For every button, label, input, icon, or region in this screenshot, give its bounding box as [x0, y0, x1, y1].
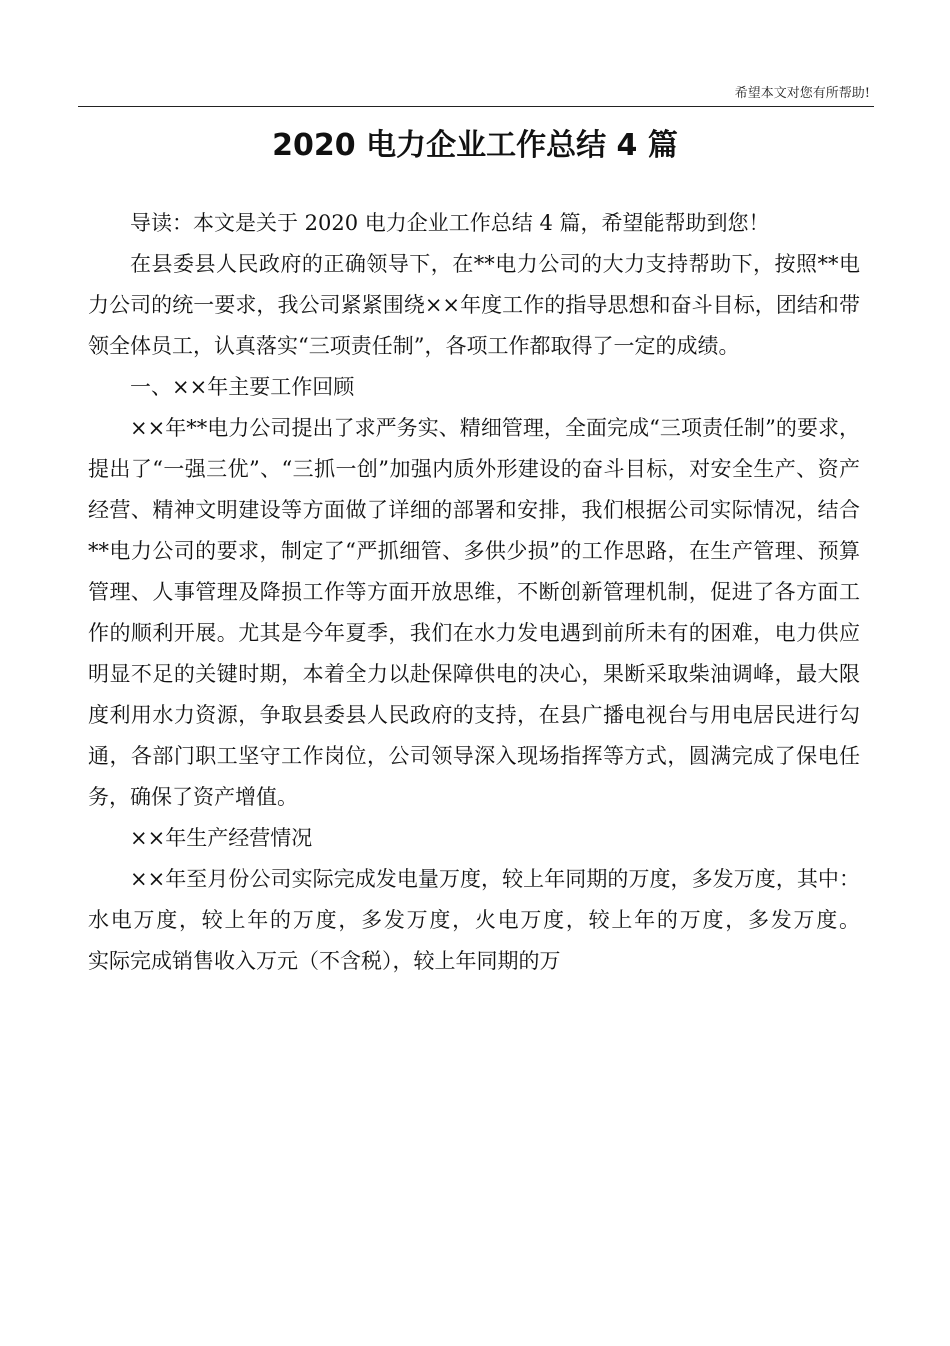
header-note: 希望本文对您有所帮助! [734, 86, 870, 101]
body-paragraph: ××年至月份公司实际完成发电量万度，较上年同期的万度，多发万度，其中：水电万度，较上年的万度，多发万度，火电万度，较上年的万度，多发万度。 实际完成销售收入万元（不含税），较上年同期的万 [88, 867, 914, 973]
page-header [78, 84, 874, 107]
section-heading: ××年生产经营情况 [130, 826, 313, 850]
intro-paragraph: 导读：本文是关于 2020 电力企业工作总结 4 篇，希望能帮助到您！ [130, 211, 770, 235]
section-heading: 一、××年主要工作回顾 [130, 375, 355, 399]
document-body [88, 203, 914, 982]
document-title: 2020 电力企业工作总结 4 篇 [272, 128, 678, 163]
body-paragraph: 在县委县人民政府的正确领导下，在**电力公司的大力支持帮助下，按照**电力公司的统一要求，我公司紧紧围绕××年度工作的指导思想和奋斗目标，团结和带领全体员工，认真落实“三项责任制”，各项工作都取得了一定的成绩。 [88, 252, 860, 358]
body-paragraph: ××年**电力公司提出了求严务实、精细管理，全面完成“三项责任制”的要求，提出了“一强三优”、“三抓一创”加强内质外形建设的奋斗目标，对安全生产、资产经营、精神文明建设等方面做了详细的部署和安排，我们根据公司实际情况，结合**电力公司的要求，制定了“严抓细管、多供少损”的工作思路，在生产管理、预算管理、人事管理及降损工作等方面开放思维，不断创新管理机制，促进了各方面工作的顺利开展。尤其是今年夏季，我们在水力发电遇到前所未有的困难，电力供应明显不足的关键时期，本着全力以赴保障供电的决心，果断采取柴油调峰，最大限度利用水力资源，争取县委县人民政府的支持，在县广播电视台与用电居民进行勾通，各部门职工坚守工作岗位，公司领导深入现场指挥等方式，圆满完成了保电任务，确保了资产增值。 [88, 416, 860, 809]
